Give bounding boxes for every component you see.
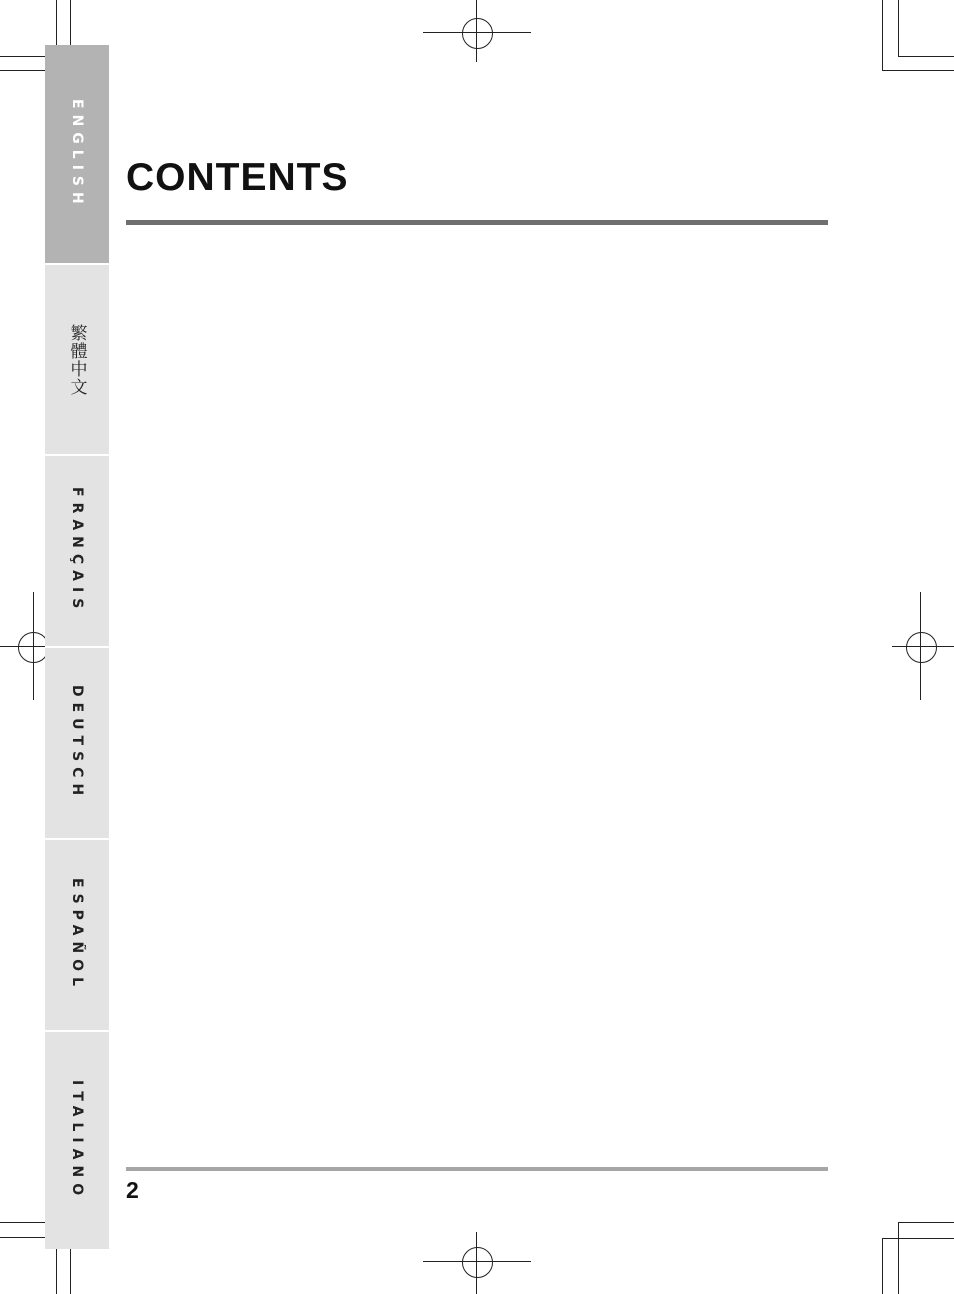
tab-italiano-label: ITALIANO [69, 1079, 85, 1202]
tab-italiano[interactable] [45, 1032, 109, 1249]
page-title: CONTENTS [126, 156, 349, 199]
language-tabs [45, 45, 109, 1249]
page-number: 2 [126, 1177, 139, 1203]
tab-espanol-label: ESPAÑOL [69, 878, 85, 992]
tab-espanol[interactable] [45, 840, 109, 1030]
tab-english-label: ENGLISH [69, 98, 85, 210]
tab-english[interactable] [45, 45, 109, 263]
tab-traditional-chinese[interactable] [45, 265, 109, 454]
tab-francais[interactable] [45, 456, 109, 646]
tab-deutsch[interactable] [45, 648, 109, 838]
tab-francais-label: FRANÇAIS [69, 487, 85, 615]
footer-rule [126, 1167, 828, 1171]
tab-traditional-chinese-label: 繁體中文 [66, 323, 87, 396]
tab-deutsch-label: DEUTSCH [69, 684, 85, 802]
title-rule [126, 220, 828, 225]
